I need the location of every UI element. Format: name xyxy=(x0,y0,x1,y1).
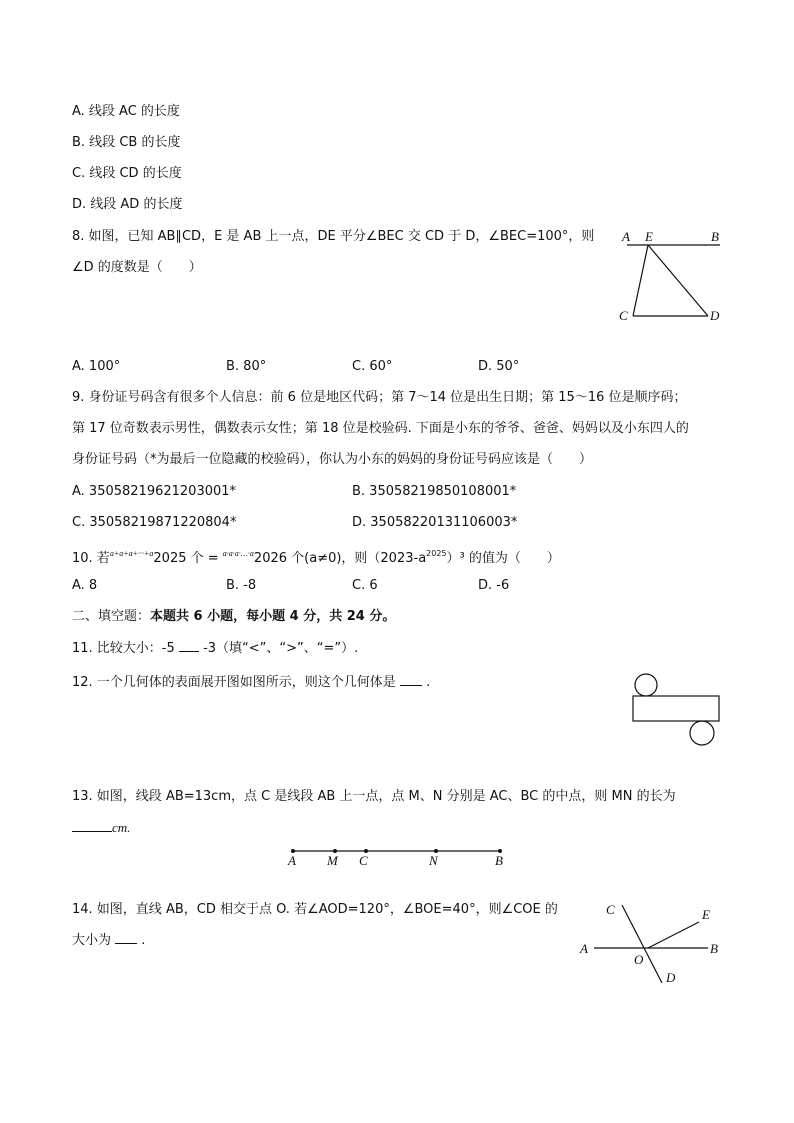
q8-label-a: A xyxy=(622,229,630,244)
q8-label-e: E xyxy=(645,229,653,244)
q12-text: 12. 一个几何体的表面展开图如图所示，则这个几何体是 xyxy=(72,675,396,690)
q13-label-b: B xyxy=(495,853,503,868)
q14-label-e: E xyxy=(702,907,710,922)
section-detail: 本题共 6 小题，每小题 4 分，共 24 分。 xyxy=(150,609,396,624)
q10-prefix: 10. 若 xyxy=(72,551,110,566)
q14-label-d: D xyxy=(666,970,676,985)
q7-option-b: B. 线段 CB 的长度 xyxy=(72,135,181,150)
q7-option-c: C. 线段 CD 的长度 xyxy=(72,166,182,181)
q8-option-b: B. 80° xyxy=(226,359,267,374)
q8-label-d: D xyxy=(710,308,720,323)
q13-question-line1: 13. 如图，线段 AB=13cm，点 C 是线段 AB 上一点，点 M、N 分别是 AC、BC 的中点，则 MN 的长为 xyxy=(72,789,676,804)
q10-count2: 2026 个 xyxy=(253,551,305,566)
section-title: 二、填空题： xyxy=(72,609,151,624)
q10-option-c: C. 6 xyxy=(352,578,378,593)
q11-after: -3（填“<”、“>”、“=”）. xyxy=(203,641,359,656)
q13-label-c: C xyxy=(359,853,368,868)
q14-text: 大小为 xyxy=(72,933,112,948)
q9-question-line2: 第 17 位奇数表示男性，偶数表示女性；第 18 位是校验码. 下面是小东的爷爷、爸爸、妈妈以及小东四人的 xyxy=(72,421,689,436)
q9-option-d: D. 35058220131106003* xyxy=(352,515,518,530)
q8-question-line1: 8. 如图，已知 AB∥CD，E 是 AB 上一点，DE 平分∠BEC 交 CD 于 D，∠BEC=100°，则 xyxy=(72,229,595,244)
q13-label-m: M xyxy=(327,853,338,868)
q10-exponent: 2025 xyxy=(426,549,447,558)
q8-label-c: C xyxy=(619,308,628,323)
q14-label-o: O xyxy=(634,952,644,967)
q8-question-line2: ∠D 的度数是（ ） xyxy=(72,260,202,275)
q11-before: 11. 比较大小：-5 xyxy=(72,641,175,656)
q8-option-a: A. 100° xyxy=(72,359,121,374)
q10-condition: (a≠0)，则（2023-a xyxy=(304,551,427,566)
q9-question-line3: 身份证号码（*为最后一位隐藏的校验码），你认为小东的妈妈的身份证号码应该是（ ） xyxy=(72,452,593,467)
q10-sum-terms: a+a+a+···+a xyxy=(109,549,154,558)
q14-question-line1: 14. 如图，直线 AB，CD 相交于点 O. 若∠AOD=120°，∠BOE=40°，则∠COE 的 xyxy=(72,902,558,917)
q14-label-c: C xyxy=(606,902,615,917)
q14-label-b: B xyxy=(710,941,718,956)
q10-suffix: ）³ 的值为（ ） xyxy=(446,551,560,566)
q8-label-b: B xyxy=(711,229,719,244)
q10-option-d: D. -6 xyxy=(478,578,510,593)
q14-end: . xyxy=(141,933,146,948)
q14-label-a: A xyxy=(580,941,588,956)
q7-option-a: A. 线段 AC 的长度 xyxy=(72,104,180,119)
q10-option-a: A. 8 xyxy=(72,578,98,593)
q9-option-a: A. 35058219621203001* xyxy=(72,484,237,499)
q10-count1: 2025 个 xyxy=(153,551,204,566)
q10-equals: = xyxy=(203,551,223,566)
q10-option-b: B. -8 xyxy=(226,578,257,593)
q13-label-n: N xyxy=(429,853,438,868)
q8-option-d: D. 50° xyxy=(478,359,520,374)
q13-unit: cm. xyxy=(112,820,131,835)
q9-option-c: C. 35058219871220804* xyxy=(72,515,237,530)
q9-option-b: B. 35058219850108001* xyxy=(352,484,517,499)
q13-label-a: A xyxy=(288,853,296,868)
q12-end: . xyxy=(426,675,431,690)
q10-prod-terms: a·a·a·…·a xyxy=(222,549,254,558)
q7-option-d: D. 线段 AD 的长度 xyxy=(72,197,183,212)
q8-option-c: C. 60° xyxy=(352,359,393,374)
q9-question-line1: 9. 身份证号码含有很多个人信息：前 6 位是地区代码；第 7～14 位是出生日期；第 15～16 位是顺序码； xyxy=(72,390,687,405)
